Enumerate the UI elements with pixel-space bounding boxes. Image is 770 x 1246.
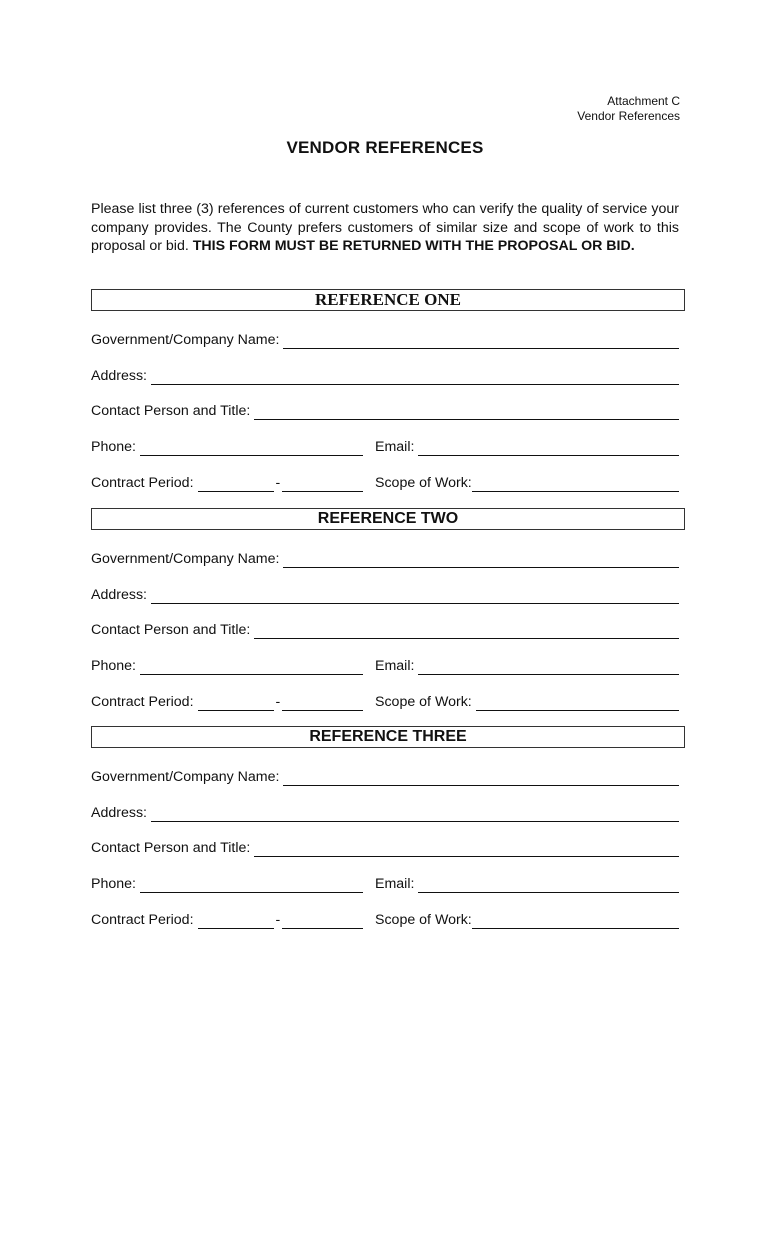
contact-label: Contact Person and Title: <box>91 622 251 638</box>
contact-label: Contact Person and Title: <box>91 403 251 419</box>
contact-row <box>91 835 679 857</box>
phone-email-row <box>91 434 679 456</box>
email-field[interactable] <box>418 660 679 675</box>
email-label: Email: <box>375 439 415 455</box>
intro-bold-notice: THIS FORM MUST BE RETURNED WITH THE PROPOSAL OR BID. <box>192 238 635 254</box>
phone-field[interactable] <box>140 441 363 456</box>
reference-three-heading: REFERENCE THREE <box>91 726 685 748</box>
contract-start-field[interactable] <box>198 914 274 929</box>
reference-one-heading: REFERENCE ONE <box>91 289 685 311</box>
company-name-field[interactable] <box>283 553 679 568</box>
contract-end-field[interactable] <box>282 477 363 492</box>
address-field[interactable] <box>151 807 679 822</box>
contract-scope-row <box>91 689 679 711</box>
contract-period-group <box>91 689 363 711</box>
address-row <box>91 800 679 822</box>
scope-label: Scope of Work: <box>375 912 472 928</box>
contact-field[interactable] <box>254 842 679 857</box>
phone-group <box>91 653 363 675</box>
contract-start-field[interactable] <box>198 696 274 711</box>
contract-scope-row <box>91 470 679 492</box>
contract-dash: - <box>275 475 281 491</box>
address-label: Address: <box>91 368 147 384</box>
company-name-label: Government/Company Name: <box>91 332 280 348</box>
email-group <box>375 871 679 893</box>
contract-period-label: Contract Period: <box>91 912 194 928</box>
company-name-label: Government/Company Name: <box>91 769 280 785</box>
attachment-label <box>577 94 680 124</box>
contact-row <box>91 617 679 639</box>
phone-label: Phone: <box>91 658 136 674</box>
reference-two-heading: REFERENCE TWO <box>91 508 685 530</box>
contract-end-field[interactable] <box>282 696 363 711</box>
scope-group <box>375 907 679 929</box>
contact-label: Contact Person and Title: <box>91 840 251 856</box>
intro-paragraph <box>91 200 679 256</box>
email-label: Email: <box>375 876 415 892</box>
contact-row <box>91 398 679 420</box>
phone-field[interactable] <box>140 878 363 893</box>
contract-dash: - <box>275 912 281 928</box>
phone-group <box>91 434 363 456</box>
address-label: Address: <box>91 587 147 603</box>
phone-label: Phone: <box>91 876 136 892</box>
scope-field[interactable] <box>472 914 679 929</box>
scope-group <box>375 470 679 492</box>
contract-period-label: Contract Period: <box>91 694 194 710</box>
attachment-id: Attachment C <box>607 94 680 108</box>
scope-group <box>375 689 679 711</box>
address-label: Address: <box>91 805 147 821</box>
contact-field[interactable] <box>254 624 679 639</box>
address-row <box>91 582 679 604</box>
phone-email-row <box>91 653 679 675</box>
phone-group <box>91 871 363 893</box>
email-group <box>375 434 679 456</box>
phone-email-row <box>91 871 679 893</box>
company-name-field[interactable] <box>283 334 679 349</box>
address-field[interactable] <box>151 589 679 604</box>
contract-period-group <box>91 470 363 492</box>
phone-label: Phone: <box>91 439 136 455</box>
email-group <box>375 653 679 675</box>
company-name-row <box>91 546 679 568</box>
contract-period-label: Contract Period: <box>91 475 194 491</box>
email-label: Email: <box>375 658 415 674</box>
scope-field[interactable] <box>476 696 679 711</box>
company-name-field[interactable] <box>283 771 679 786</box>
email-field[interactable] <box>418 441 679 456</box>
address-row <box>91 363 679 385</box>
page-title: VENDOR REFERENCES <box>286 138 484 157</box>
scope-field[interactable] <box>472 477 679 492</box>
contract-end-field[interactable] <box>282 914 363 929</box>
company-name-row <box>91 327 679 349</box>
contract-period-group <box>91 907 363 929</box>
address-field[interactable] <box>151 370 679 385</box>
intro-text: Please list three (3) references of current customers who can verify the quality of service your company provides. The County prefers customers of similar size and scope of work to this proposal or bid. <box>91 201 679 254</box>
scope-label: Scope of Work: <box>375 694 472 710</box>
contact-field[interactable] <box>254 405 679 420</box>
phone-field[interactable] <box>140 660 363 675</box>
scope-label: Scope of Work: <box>375 475 472 491</box>
reference-three-section <box>91 726 685 1246</box>
contract-dash: - <box>275 694 281 710</box>
contract-scope-row <box>91 907 679 929</box>
company-name-label: Government/Company Name: <box>91 551 280 567</box>
contract-start-field[interactable] <box>198 477 274 492</box>
attachment-subtitle: Vendor References <box>577 109 680 123</box>
email-field[interactable] <box>418 878 679 893</box>
company-name-row <box>91 764 679 786</box>
